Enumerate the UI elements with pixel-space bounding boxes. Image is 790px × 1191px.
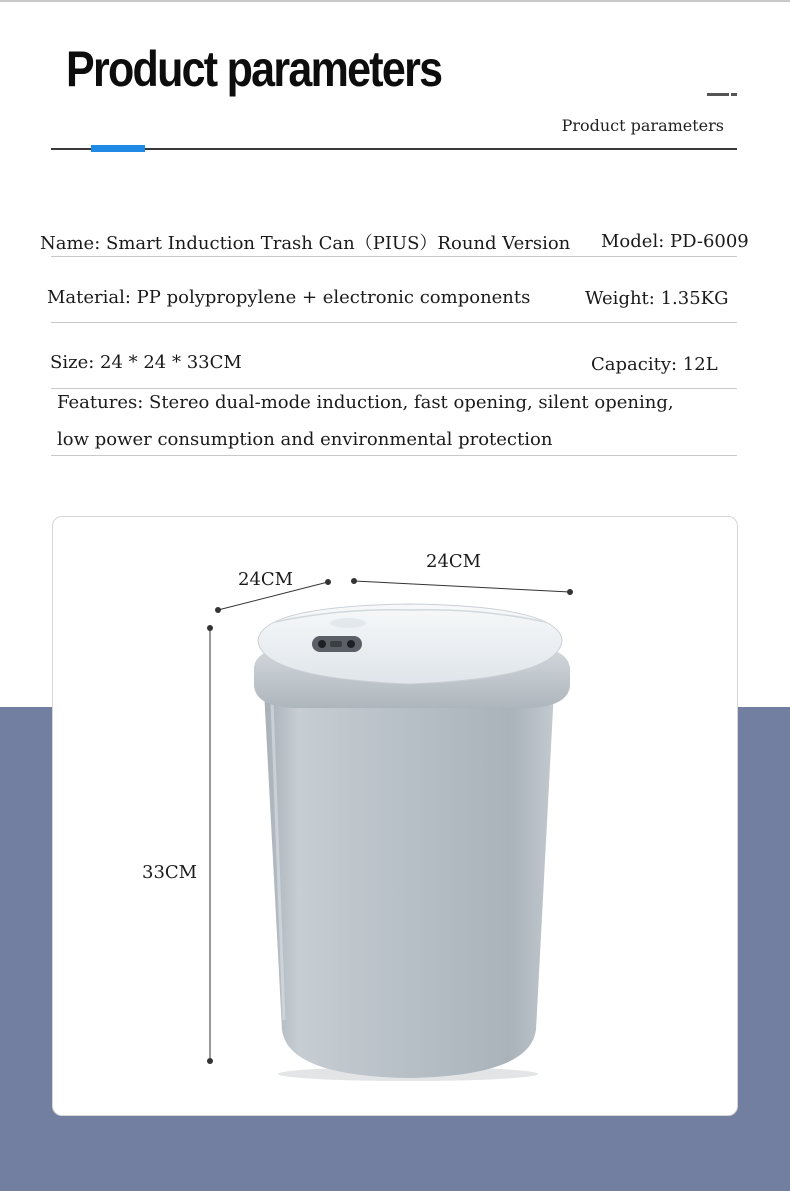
param-size: Size: 24 * 24 * 33CM (50, 352, 242, 373)
bin-body (264, 690, 554, 1078)
param-material: Material: PP polypropylene + electronic components (47, 287, 531, 308)
dimension-label-height: 33CM (142, 862, 198, 883)
param-capacity: Capacity: 12L (591, 354, 718, 375)
dimension-label-width-left: 24CM (238, 569, 294, 590)
param-name: Name: Smart Induction Trash Can（PIUS）Round Version (40, 233, 571, 254)
dimension-dot (351, 578, 357, 584)
dimension-dot (207, 1058, 213, 1064)
param-features-line2: low power consumption and environmental protection (57, 429, 553, 450)
param-features-line1: Features: Stereo dual-mode induction, fast opening, silent opening, (57, 392, 674, 413)
page-title: Product parameters (66, 41, 442, 97)
dimension-label-width-right: 24CM (426, 551, 482, 572)
section-subtitle: Product parameters (561, 116, 724, 135)
dimension-dot (567, 589, 573, 595)
dimension-dot (215, 607, 221, 613)
sensor-icon (347, 640, 355, 648)
lid-indent (330, 618, 366, 628)
sensor-icon (318, 640, 326, 648)
sensor-window (330, 641, 342, 647)
dimension-dot (207, 625, 213, 631)
dimension-line-right (354, 581, 570, 592)
param-weight: Weight: 1.35KG (585, 288, 729, 309)
param-model: Model: PD-6009 (601, 231, 749, 252)
dimension-dot (325, 579, 331, 585)
